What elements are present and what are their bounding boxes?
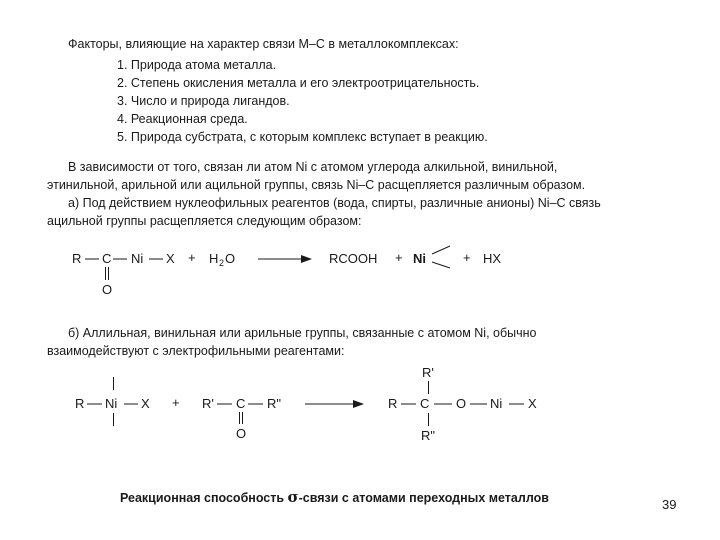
atom-label: Ni <box>131 251 144 266</box>
arrow-head <box>301 255 312 263</box>
paragraph-line: взаимодействуют с электрофильными реагентами: <box>47 344 345 358</box>
atom-label: X <box>166 251 175 266</box>
atom-label: R" <box>421 428 436 443</box>
paragraph-line: В зависимости от того, связан ли атом Ni с атомом углерода алкильной, винильной, <box>68 160 558 174</box>
atom-label: X <box>141 396 150 411</box>
atom-label: O <box>102 282 113 297</box>
footer-title <box>120 488 549 506</box>
atom-label: C <box>102 251 112 266</box>
bond-line <box>432 246 450 254</box>
factor-item: 2. Степень окисления металла и его электроотрицательность. <box>117 76 480 90</box>
atom-label: X <box>528 396 537 411</box>
atom-label: R <box>72 251 82 266</box>
atom-label: Ni <box>105 396 118 411</box>
atom-label: R' <box>202 396 214 411</box>
factor-item: 4. Реакционная среда. <box>117 112 248 126</box>
reaction-2 <box>75 365 537 443</box>
paragraph-line: этинильной, арильной или ацильной группы, связь Ni–C расщепляется различным образом. <box>47 178 586 192</box>
atom-label: R' <box>422 365 434 380</box>
atom-label: C <box>236 396 246 411</box>
plus-sign: + <box>172 395 180 410</box>
formula-part: H <box>209 251 219 266</box>
reaction-1 <box>72 246 501 297</box>
formula-subscript: 2 <box>219 258 225 268</box>
plus-sign: + <box>463 250 471 265</box>
atom-label: R" <box>267 396 282 411</box>
sigma-symbol: σ <box>287 488 299 506</box>
product-label: Ni <box>413 251 426 266</box>
factor-item: 5. Природа субстрата, с которым комплекс вступает в реакцию. <box>117 130 488 144</box>
factor-item: 3. Число и природа лигандов. <box>117 94 290 108</box>
formula-part: O <box>225 251 236 266</box>
atom-label: Ni <box>490 396 503 411</box>
atom-label: R <box>75 396 85 411</box>
paragraph-line: б) Аллильная, винильная или арильные группы, связанные с атомом Ni, обычно <box>68 326 537 340</box>
bond-line <box>432 262 450 268</box>
product-label: RCOOH <box>329 251 378 266</box>
page-number: 39 <box>662 497 677 512</box>
atom-label: C <box>420 396 430 411</box>
atom-label: R <box>388 396 398 411</box>
plus-sign: + <box>188 250 196 265</box>
footer-suffix: -связи с атомами переходных металлов <box>298 491 549 505</box>
factor-item: 1. Природа атома металла. <box>117 58 277 72</box>
intro-heading: Факторы, влияющие на характер связи М–С в металлокомплексах: <box>68 37 459 51</box>
product-label: HX <box>483 251 502 266</box>
footer-prefix: Реакционная способность <box>120 491 288 505</box>
arrow-head <box>353 400 364 408</box>
paragraph-line: а) Под действием нуклеофильных реагентов (вода, спирты, различные анионы) Ni–C связь <box>68 196 601 210</box>
plus-sign: + <box>395 250 403 265</box>
atom-label: O <box>236 426 247 441</box>
atom-label: O <box>456 396 467 411</box>
paragraph-line: ацильной группы расщепляется следующим образом: <box>47 214 362 228</box>
